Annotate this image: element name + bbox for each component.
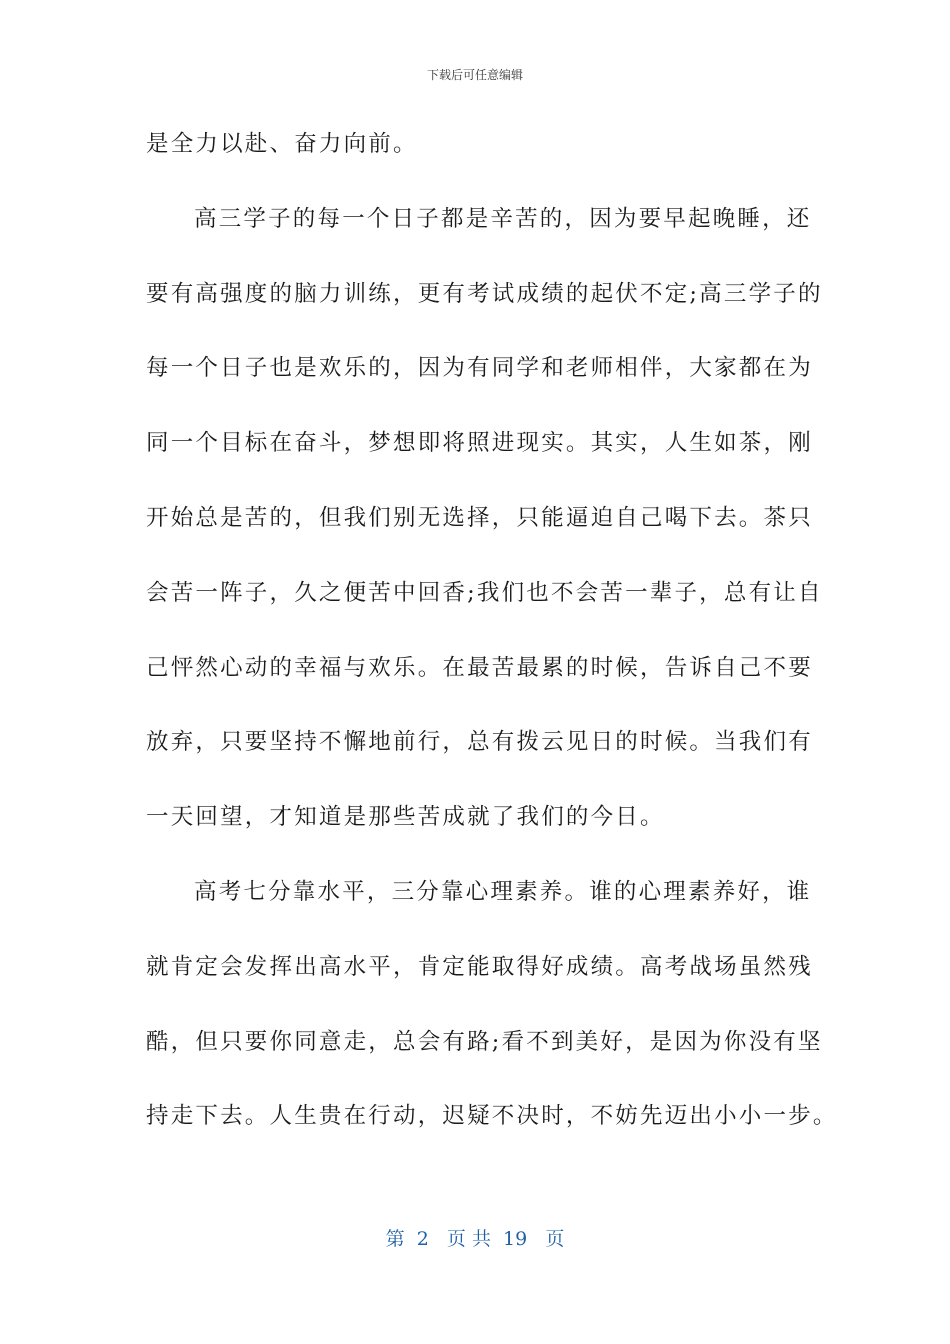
text-line: 是全力以赴、奋力向前。 bbox=[146, 131, 418, 157]
text-line: 己怦然心动的幸福与欢乐。在最苦最累的时候，告诉自己不要 bbox=[146, 654, 813, 681]
text-line: 持走下去。人生贵在行动，迟疑不决时，不妨先迈出小小一步。 bbox=[146, 1103, 838, 1130]
page-number-footer: 第 2 页 共 19 页 bbox=[385, 1228, 565, 1250]
text-line: 会苦一阵子，久之便苦中回香;我们也不会苦一辈子，总有让自 bbox=[146, 579, 823, 606]
text-line: 酷，但只要你同意走，总会有路;看不到美好，是因为你没有坚 bbox=[146, 1028, 823, 1055]
text-line: 每一个日子也是欢乐的，因为有同学和老师相伴，大家都在为 bbox=[146, 355, 813, 382]
text-line: 开始总是苦的，但我们别无选择，只能逼迫自己喝下去。茶只 bbox=[146, 504, 813, 531]
text-line: 同一个目标在奋斗，梦想即将照进现实。其实，人生如茶，刚 bbox=[146, 430, 813, 457]
paragraph-first-line: 高考七分靠水平，三分靠心理素养。谁的心理素养好，谁 bbox=[194, 878, 812, 905]
text-line: 要有高强度的脑力训练，更有考试成绩的起伏不定;高三学子的 bbox=[146, 280, 823, 307]
text-line: 一天回望，才知道是那些苦成就了我们的今日。 bbox=[146, 804, 665, 831]
document-body bbox=[146, 122, 838, 1169]
page-header-note: 下载后可任意编辑 bbox=[426, 68, 523, 82]
text-line: 就肯定会发挥出高水平，肯定能取得好成绩。高考战场虽然残 bbox=[146, 953, 813, 980]
text-line: 放弃，只要坚持不懈地前行，总有拨云见日的时候。当我们有 bbox=[146, 729, 813, 756]
paragraph-first-line: 高三学子的每一个日子都是辛苦的，因为要早起晚睡，还 bbox=[194, 205, 812, 232]
